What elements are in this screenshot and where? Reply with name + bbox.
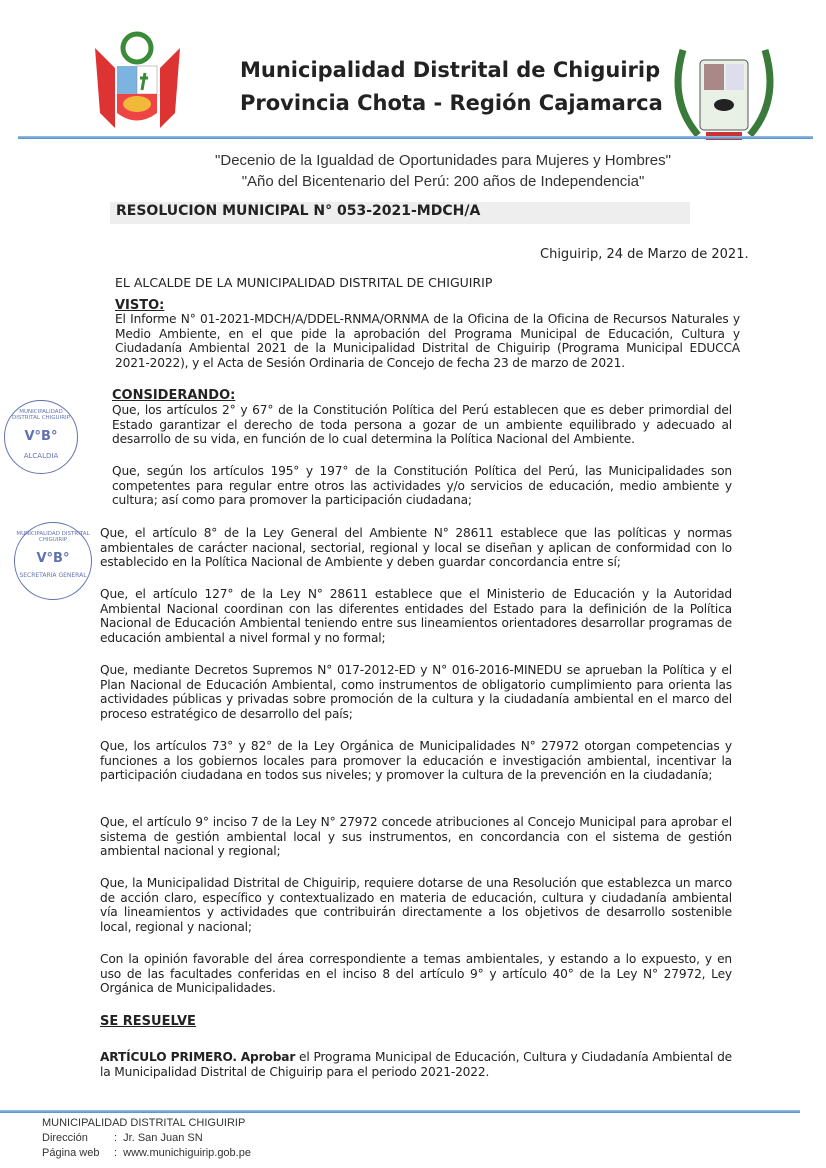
article-1-verb: Aprobar (240, 1050, 296, 1064)
footer-address: Dirección : Jr. San Juan SN (42, 1132, 203, 1144)
stamp-center-text: V°B° (24, 429, 58, 444)
considerando-paragraph: Con la opinión favorable del área correspondiente a temas ambientales, y estando a lo expuesto, y en uso de las facultades conferidas en el inciso 8 del artículo 9° y artículo 40° de la Ley N° 27972, Ley Orgánica de Municipalidades. (100, 952, 732, 996)
date: Chiguirip, 24 de Marzo de 2021. (540, 247, 749, 262)
stamp-bottom-text: SECRETARIA GENERAL (19, 572, 87, 579)
motto-2: "Año del Bicentenario del Perú: 200 años de Independencia" (241, 173, 645, 190)
stamp-top-text: MUNICIPALIDAD DISTRITAL CHIGUIRIP (16, 531, 90, 543)
considerando-paragraph: Que, el artículo 127° de la Ley N° 28611 establece que el Ministerio de Educación y la Autoridad Ambiental Nacional coordinan con las diferentes entidades del Estado para la definición de la Política Nacional de Educación Ambiental teniendo entre sus lineamientos orientadores desarrollar programas de educación ambiental a nivel formal y no formal; (100, 587, 732, 645)
considerando-paragraph: Que, el artículo 9° inciso 7 de la Ley N° 27972 concede atribuciones al Concejo Municipal para aprobar el sistema de gestión ambiental local y sus instrumentos, en concordancia con el sistema de gestión ambiental nacional y regional; (100, 815, 732, 859)
considerando-paragraph: Que, el artículo 8° de la Ley General del Ambiente N° 28611 establece que las políticas y normas ambientales de carácter nacional, sectorial, regional y local se diseñan y aplican de conformidad con lo establecido en la Política Nacional de Ambiente y deben guardar concordancia entre sí; (100, 526, 732, 570)
footer-web: Página web : www.munichiguirip.gob.pe (42, 1147, 251, 1159)
stamp-top-text: MUNICIPALIDAD DISTRITAL CHIGUIRIP (12, 409, 70, 421)
considerando-paragraph: Que, los artículos 73° y 82° de la Ley Orgánica de Municipalidades N° 27972 otorgan competencias y funciones a los gobiernos locales para promover la educación e investigación ambiental, incentivar la participación ciudadana en todos sus niveles; y promover la cultura de la prevención en la ciudadanía; (100, 739, 732, 783)
stamp-secretaria (14, 522, 92, 600)
footer-divider (0, 1110, 800, 1113)
resolution-title: RESOLUCION MUNICIPAL N° 053-2021-MDCH/A (116, 203, 481, 219)
addressee: EL ALCALDE DE LA MUNICIPALIDAD DISTRITAL DE CHIGUIRIP (115, 275, 493, 290)
peru-coat-of-arms-icon (90, 28, 185, 138)
visto-heading: VISTO: (115, 298, 165, 313)
se-resuelve-heading: SE RESUELVE (100, 1014, 196, 1029)
article-1-text: el Programa Municipal de Educación, Cultura y Ciudadanía Ambiental de la Municipalidad Distrital de Chiguirip para el periodo 2021-2022. (100, 1050, 733, 1079)
footer-address-value: Jr. San Juan SN (123, 1132, 203, 1144)
visto-text: El Informe N° 01-2021-MDCH/A/DDEL-RNMA/ORNMA de la Oficina de la Oficina de Recursos Naturales y Medio Ambiente, en el que pide la aprobación del Programa Municipal de Educación, Cultura y Ciudadanía Ambiental 2021 de la Municipalidad Distrital de Chiguirip (Programa Municipal EDUCCA 2021-2022), y el Acta de Sesión Ordinaria de Concejo de fecha 23 de marzo de 2021. (115, 312, 740, 370)
header-divider (18, 136, 813, 139)
header-title-line2: Provincia Chota - Región Cajamarca (240, 91, 663, 115)
motto-1: "Decenio de la Igualdad de Oportunidades para Mujeres y Hombres" (215, 152, 671, 169)
considerando-paragraph: Que, la Municipalidad Distrital de Chiguirip, requiere dotarse de una Resolución que establezca un marco de acción claro, específico y contextualizado en materia de educación, cultura y ciudadanía ambiental vía lineamientos y actividades que contribuirán directamente a los objetivos de desarrollo sostenible local, regional y nacional; (100, 876, 732, 934)
header-title-line1: Municipalidad Distrital de Chiguirip (240, 58, 661, 82)
footer-web-link[interactable]: www.munichiguirip.gob.pe (123, 1147, 251, 1159)
article-1 (100, 1050, 732, 1079)
considerando-heading: CONSIDERANDO: (112, 388, 236, 403)
considerando-paragraph: Que, mediante Decretos Supremos N° 017-2012-ED y N° 016-2016-MINEDU se aprueban la Política y el Plan Nacional de Educación Ambiental, como instrumentos de obligatorio cumplimiento para orienta las actividades públicas y privadas sobre promoción de la cultura y la ciudadanía ambiental en el marco del proceso estratégico de desarrollo del país; (100, 663, 732, 721)
article-1-label: ARTÍCULO PRIMERO. (100, 1050, 237, 1064)
considerando-paragraph: Que, los artículos 2° y 67° de la Constitución Política del Perú establecen que es deber primordial del Estado garantizar el derecho de toda persona a gozar de un ambiente equilibrado y adecuado al desarrollo de su vida, en función de lo cual determina la Política Nacional del Ambiente. (112, 403, 732, 447)
footer-web-label: Página web (42, 1147, 100, 1159)
stamp-bottom-text: ALCALDIA (23, 452, 59, 460)
chiguirip-coat-of-arms-icon (668, 40, 780, 150)
footer-address-label: Dirección (42, 1132, 88, 1144)
stamp-alcaldia (4, 400, 78, 474)
stamp-center-text: V°B° (36, 551, 70, 566)
considerando-paragraph: Que, según los artículos 195° y 197° de la Constitución Política del Perú, las Municipalidades son competentes para regular entre otros las actividades y/o servicios de educación, medio ambiente y cultura; así como para promover la participación ciudadana; (112, 464, 732, 508)
footer-org: MUNICIPALIDAD DISTRITAL CHIGUIRIP (42, 1117, 246, 1129)
